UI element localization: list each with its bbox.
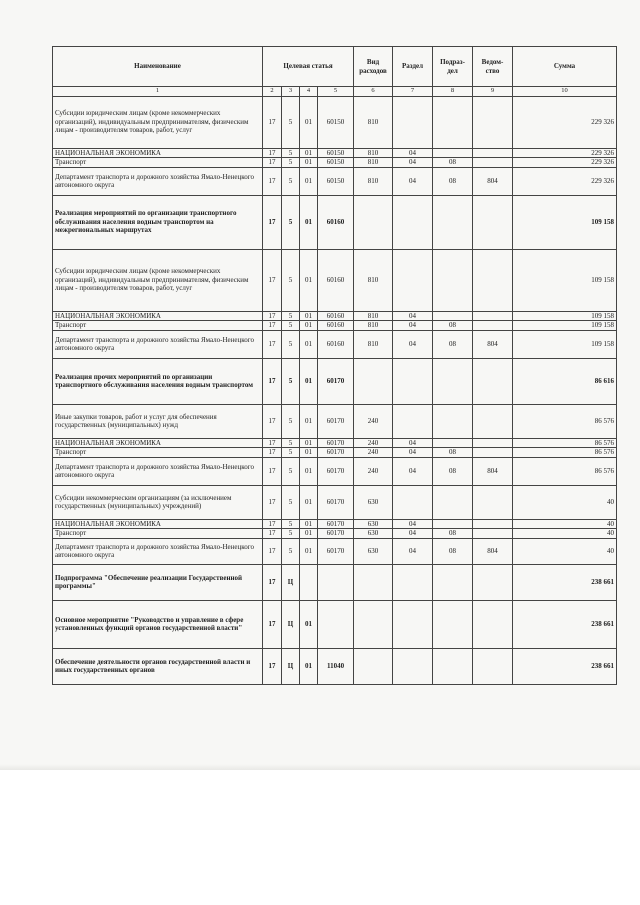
row-section: 04 (393, 538, 433, 564)
row-section: 04 (393, 330, 433, 358)
row-activity: 01 (300, 249, 318, 311)
row-expense-type: 810 (354, 311, 393, 321)
row-department (473, 358, 513, 404)
table-row (53, 485, 617, 519)
row-section: 04 (393, 529, 433, 539)
row-name: Субсидии юридическим лицам (кроме некоммерческих организаций), индивидуальным предпринимателям, физическим лицам - производителям товаров, работ, услуг (53, 249, 263, 311)
row-subsection (433, 485, 473, 519)
row-amount: 229 326 (513, 167, 617, 195)
row-department: 804 (473, 167, 513, 195)
row-amount: 238 661 (513, 564, 617, 600)
row-program: 17 (263, 438, 282, 448)
row-expense-type: 810 (354, 330, 393, 358)
row-activity: 01 (300, 448, 318, 458)
row-section: 04 (393, 148, 433, 158)
row-program: 17 (263, 485, 282, 519)
row-direction: 60150 (318, 148, 354, 158)
row-subprogram: 5 (282, 538, 300, 564)
row-activity: 01 (300, 321, 318, 331)
row-program: 17 (263, 195, 282, 249)
row-subprogram: Ц (282, 648, 300, 684)
table-row (53, 311, 617, 321)
row-program: 17 (263, 311, 282, 321)
row-subprogram: 5 (282, 321, 300, 331)
row-subsection (433, 311, 473, 321)
row-section (393, 600, 433, 648)
row-section (393, 404, 433, 438)
row-subsection: 08 (433, 538, 473, 564)
row-department (473, 448, 513, 458)
row-direction (318, 600, 354, 648)
row-direction: 60170 (318, 538, 354, 564)
row-name: Транспорт (53, 529, 263, 539)
row-activity: 01 (300, 158, 318, 168)
column-number: 2 (263, 87, 282, 97)
row-subsection (433, 96, 473, 148)
row-department (473, 249, 513, 311)
row-subsection: 08 (433, 167, 473, 195)
row-section: 04 (393, 438, 433, 448)
row-activity: 01 (300, 485, 318, 519)
row-program: 17 (263, 321, 282, 331)
row-amount: 40 (513, 538, 617, 564)
column-number: 10 (513, 87, 617, 97)
row-name: Субсидии юридическим лицам (кроме некоммерческих организаций), индивидуальным предпринимателям, физическим лицам - производителям товаров, работ, услуг (53, 96, 263, 148)
row-amount: 109 158 (513, 321, 617, 331)
row-section (393, 564, 433, 600)
header-department: Ведом-ство (473, 47, 513, 87)
row-name: Департамент транспорта и дорожного хозяйства Ямало-Ненецкого автономного округа (53, 457, 263, 485)
row-subprogram: 5 (282, 96, 300, 148)
column-number: 1 (53, 87, 263, 97)
row-expense-type: 810 (354, 321, 393, 331)
column-number: 6 (354, 87, 393, 97)
row-subprogram: 5 (282, 438, 300, 448)
header-amount: Сумма (513, 47, 617, 87)
row-activity: 01 (300, 148, 318, 158)
row-subprogram: 5 (282, 311, 300, 321)
row-direction: 60170 (318, 457, 354, 485)
row-name: Реализация прочих мероприятий по организации транспортного обслуживания населения водным транспортом (53, 358, 263, 404)
row-section (393, 96, 433, 148)
row-program: 17 (263, 519, 282, 529)
row-amount: 40 (513, 519, 617, 529)
row-subsection: 08 (433, 321, 473, 331)
row-program: 17 (263, 538, 282, 564)
row-name: Субсидии некоммерческим организациям (за исключением государственных (муниципальных) учреждений) (53, 485, 263, 519)
row-expense-type (354, 564, 393, 600)
column-number: 4 (300, 87, 318, 97)
row-section: 04 (393, 519, 433, 529)
row-subsection: 08 (433, 330, 473, 358)
budget-table (52, 46, 617, 685)
row-subsection (433, 358, 473, 404)
table-row (53, 96, 617, 148)
column-number: 3 (282, 87, 300, 97)
row-direction: 60170 (318, 404, 354, 438)
column-number: 7 (393, 87, 433, 97)
row-program: 17 (263, 249, 282, 311)
row-subprogram: 5 (282, 358, 300, 404)
row-program: 17 (263, 648, 282, 684)
row-activity (300, 564, 318, 600)
table-row (53, 529, 617, 539)
table-row (53, 321, 617, 331)
row-amount: 109 158 (513, 311, 617, 321)
row-subprogram: 5 (282, 404, 300, 438)
row-activity: 01 (300, 438, 318, 448)
row-direction: 60150 (318, 96, 354, 148)
table-row (53, 519, 617, 529)
row-subprogram: 5 (282, 485, 300, 519)
table-row (53, 438, 617, 448)
row-subsection (433, 249, 473, 311)
row-section: 04 (393, 457, 433, 485)
row-name: НАЦИОНАЛЬНАЯ ЭКОНОМИКА (53, 311, 263, 321)
row-amount: 86 616 (513, 358, 617, 404)
row-direction: 60160 (318, 330, 354, 358)
column-number-row (53, 87, 617, 97)
row-subprogram: 5 (282, 167, 300, 195)
row-subsection: 08 (433, 457, 473, 485)
row-department: 804 (473, 538, 513, 564)
table-row (53, 330, 617, 358)
row-department (473, 564, 513, 600)
row-name: Иные закупки товаров, работ и услуг для обеспечения государственных (муниципальных) нужд (53, 404, 263, 438)
header-expense-type: Вид расходов (354, 47, 393, 87)
table-row (53, 195, 617, 249)
row-direction (318, 564, 354, 600)
row-section (393, 648, 433, 684)
row-amount: 86 576 (513, 404, 617, 438)
row-program: 17 (263, 457, 282, 485)
table-row (53, 167, 617, 195)
table-row (53, 600, 617, 648)
row-subsection (433, 148, 473, 158)
row-department (473, 404, 513, 438)
row-subsection (433, 519, 473, 529)
row-subsection: 08 (433, 529, 473, 539)
row-section: 04 (393, 448, 433, 458)
row-activity: 01 (300, 195, 318, 249)
row-activity: 01 (300, 648, 318, 684)
row-activity: 01 (300, 529, 318, 539)
row-department (473, 529, 513, 539)
row-amount: 109 158 (513, 330, 617, 358)
row-amount: 229 326 (513, 96, 617, 148)
row-direction: 60160 (318, 195, 354, 249)
row-expense-type (354, 195, 393, 249)
table-header-row (53, 47, 617, 87)
row-direction: 60170 (318, 485, 354, 519)
row-amount: 238 661 (513, 648, 617, 684)
table-row (53, 249, 617, 311)
row-name: НАЦИОНАЛЬНАЯ ЭКОНОМИКА (53, 519, 263, 529)
row-section (393, 485, 433, 519)
row-name: Транспорт (53, 321, 263, 331)
row-activity: 01 (300, 538, 318, 564)
row-amount: 109 158 (513, 195, 617, 249)
row-name: Реализация мероприятий по организации транспортного обслуживания населения водным транспортом на межрегиональных маршрутах (53, 195, 263, 249)
row-subsection: 08 (433, 448, 473, 458)
row-department (473, 519, 513, 529)
row-program: 17 (263, 158, 282, 168)
column-number: 8 (433, 87, 473, 97)
row-activity: 01 (300, 330, 318, 358)
row-section: 04 (393, 167, 433, 195)
row-name: Основное мероприятие "Руководство и управление в сфере установленных функций органов государственной власти" (53, 600, 263, 648)
row-direction: 60170 (318, 529, 354, 539)
row-activity: 01 (300, 311, 318, 321)
row-activity: 01 (300, 404, 318, 438)
row-amount: 229 326 (513, 148, 617, 158)
table-row (53, 158, 617, 168)
table-row (53, 648, 617, 684)
row-program: 17 (263, 358, 282, 404)
row-direction: 11040 (318, 648, 354, 684)
row-department (473, 148, 513, 158)
row-activity: 01 (300, 519, 318, 529)
row-expense-type (354, 600, 393, 648)
row-expense-type (354, 358, 393, 404)
row-section (393, 249, 433, 311)
row-name: Департамент транспорта и дорожного хозяйства Ямало-Ненецкого автономного округа (53, 167, 263, 195)
row-subprogram: 5 (282, 195, 300, 249)
row-name: НАЦИОНАЛЬНАЯ ЭКОНОМИКА (53, 148, 263, 158)
row-subprogram: 5 (282, 158, 300, 168)
row-expense-type: 630 (354, 519, 393, 529)
row-subsection (433, 404, 473, 438)
row-department (473, 158, 513, 168)
table-body (53, 96, 617, 684)
header-name: Наименование (53, 47, 263, 87)
row-expense-type: 630 (354, 529, 393, 539)
row-program: 17 (263, 330, 282, 358)
row-subprogram: Ц (282, 600, 300, 648)
row-section (393, 358, 433, 404)
table-row (53, 404, 617, 438)
row-program: 17 (263, 600, 282, 648)
table-row (53, 148, 617, 158)
row-direction: 60170 (318, 438, 354, 448)
row-direction: 60150 (318, 167, 354, 195)
row-name: Департамент транспорта и дорожного хозяйства Ямало-Ненецкого автономного округа (53, 330, 263, 358)
row-subsection (433, 600, 473, 648)
row-subprogram: 5 (282, 529, 300, 539)
row-name: Транспорт (53, 448, 263, 458)
row-department (473, 485, 513, 519)
row-program: 17 (263, 529, 282, 539)
row-expense-type: 810 (354, 148, 393, 158)
table-row (53, 457, 617, 485)
row-section (393, 195, 433, 249)
row-amount: 238 661 (513, 600, 617, 648)
table-row (53, 448, 617, 458)
row-subprogram: 5 (282, 249, 300, 311)
row-name: Подпрограмма "Обеспечение реализации Государственной программы" (53, 564, 263, 600)
row-amount: 86 576 (513, 448, 617, 458)
row-subprogram: 5 (282, 457, 300, 485)
row-name: Департамент транспорта и дорожного хозяйства Ямало-Ненецкого автономного округа (53, 538, 263, 564)
row-amount: 40 (513, 485, 617, 519)
row-expense-type: 240 (354, 438, 393, 448)
row-section: 04 (393, 321, 433, 331)
header-subsection: Подраз-дел (433, 47, 473, 87)
row-program: 17 (263, 148, 282, 158)
row-amount: 229 326 (513, 158, 617, 168)
row-expense-type: 810 (354, 96, 393, 148)
row-amount: 86 576 (513, 438, 617, 448)
row-department (473, 311, 513, 321)
row-department: 804 (473, 457, 513, 485)
column-number: 9 (473, 87, 513, 97)
row-department (473, 96, 513, 148)
row-program: 17 (263, 167, 282, 195)
row-subsection (433, 438, 473, 448)
row-direction: 60170 (318, 358, 354, 404)
row-department (473, 195, 513, 249)
row-program: 17 (263, 404, 282, 438)
row-name: Обеспечение деятельности органов государственной власти и иных государственных органов (53, 648, 263, 684)
row-activity: 01 (300, 358, 318, 404)
row-department: 804 (473, 330, 513, 358)
row-direction: 60160 (318, 311, 354, 321)
row-direction: 60150 (318, 158, 354, 168)
row-subprogram: 5 (282, 148, 300, 158)
header-section: Раздел (393, 47, 433, 87)
row-subprogram: 5 (282, 330, 300, 358)
row-section: 04 (393, 158, 433, 168)
row-direction: 60160 (318, 249, 354, 311)
row-expense-type: 810 (354, 167, 393, 195)
row-department (473, 648, 513, 684)
row-subprogram: 5 (282, 519, 300, 529)
row-expense-type: 630 (354, 485, 393, 519)
header-target-article: Целевая статья (263, 47, 354, 87)
row-activity: 01 (300, 167, 318, 195)
row-activity: 01 (300, 600, 318, 648)
row-amount: 40 (513, 529, 617, 539)
row-name: НАЦИОНАЛЬНАЯ ЭКОНОМИКА (53, 438, 263, 448)
row-expense-type (354, 648, 393, 684)
row-program: 17 (263, 96, 282, 148)
row-amount: 109 158 (513, 249, 617, 311)
row-expense-type: 240 (354, 448, 393, 458)
row-department (473, 438, 513, 448)
row-section: 04 (393, 311, 433, 321)
row-subsection (433, 648, 473, 684)
row-direction: 60170 (318, 448, 354, 458)
row-subsection (433, 564, 473, 600)
row-name: Транспорт (53, 158, 263, 168)
row-subsection: 08 (433, 158, 473, 168)
row-expense-type: 630 (354, 538, 393, 564)
row-expense-type: 240 (354, 404, 393, 438)
row-program: 17 (263, 564, 282, 600)
row-activity: 01 (300, 457, 318, 485)
row-program: 17 (263, 448, 282, 458)
table-row (53, 538, 617, 564)
row-expense-type: 240 (354, 457, 393, 485)
row-amount: 86 576 (513, 457, 617, 485)
row-activity: 01 (300, 96, 318, 148)
row-direction: 60160 (318, 321, 354, 331)
table-row (53, 358, 617, 404)
row-subprogram: 5 (282, 448, 300, 458)
row-subsection (433, 195, 473, 249)
table-row (53, 564, 617, 600)
row-direction: 60170 (318, 519, 354, 529)
row-expense-type: 810 (354, 249, 393, 311)
row-department (473, 600, 513, 648)
row-department (473, 321, 513, 331)
row-subprogram: Ц (282, 564, 300, 600)
row-expense-type: 810 (354, 158, 393, 168)
column-number: 5 (318, 87, 354, 97)
